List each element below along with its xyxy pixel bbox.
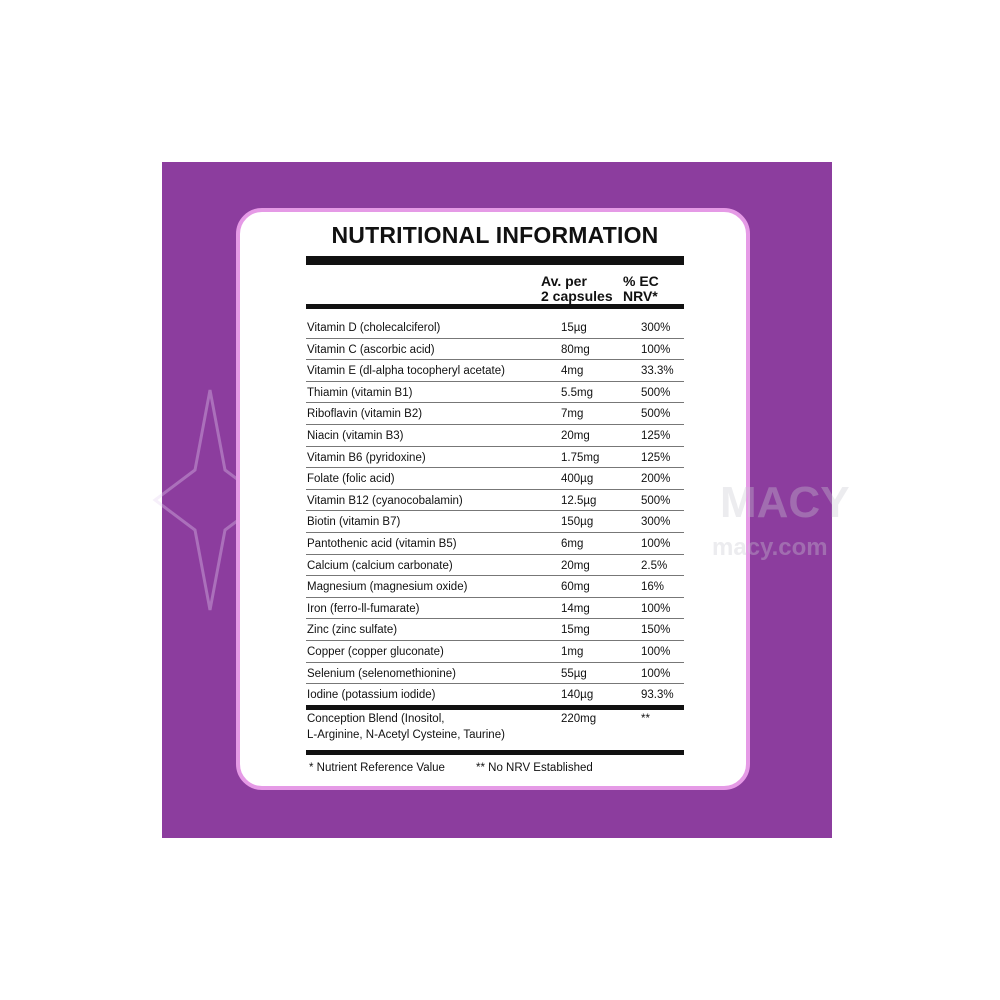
nutrient-nrv: 2.5% — [641, 559, 668, 572]
blend-nrv: ** — [641, 713, 650, 725]
table-row — [306, 555, 684, 577]
nutrient-amount: 15µg — [561, 322, 587, 334]
table-row — [306, 684, 684, 706]
nutrient-nrv: 93.3% — [641, 689, 674, 702]
nutrient-nrv: 125% — [641, 430, 671, 442]
nutrient-name: Vitamin C (ascorbic acid) — [307, 343, 435, 356]
nutrient-nrv: 100% — [641, 667, 671, 680]
table-row — [306, 619, 684, 641]
nutrient-name: Folate (folic acid) — [307, 473, 395, 486]
nutrient-nrv: 100% — [641, 343, 671, 356]
table-row — [306, 425, 684, 447]
table-row — [306, 360, 684, 382]
nutrient-amount: 1.75mg — [561, 451, 600, 464]
nutrient-name: Thiamin (vitamin B1) — [307, 386, 413, 399]
nutrient-name: Vitamin E (dl-alpha tocopheryl acetate) — [307, 365, 505, 378]
nutrient-amount: 140µg — [561, 689, 594, 702]
nutrient-name: Zinc (zinc sulfate) — [307, 624, 398, 637]
nutrient-nrv: 33.3% — [641, 365, 674, 378]
page-title: NUTRITIONAL INFORMATION — [331, 222, 659, 248]
blend-name-line2: L-Arginine, N-Acetyl Cysteine, Taurine) — [307, 729, 505, 741]
nutrient-name: Iron (ferro-ll-fumarate) — [307, 602, 420, 615]
header-per-serving: Av. per 2 capsules — [541, 273, 613, 304]
nutrient-nrv: 300% — [641, 322, 671, 334]
nutrient-amount: 14mg — [561, 602, 590, 615]
nutrient-name: Vitamin B6 (pyridoxine) — [307, 451, 426, 464]
nutrient-amount: 60mg — [561, 581, 590, 594]
nutrient-nrv: 500% — [641, 386, 671, 399]
nutrient-amount: 20mg — [561, 559, 590, 572]
nutrient-amount: 7mg — [561, 408, 584, 421]
nutrient-name: Riboflavin (vitamin B2) — [307, 408, 423, 421]
nutrient-amount: 20mg — [561, 430, 590, 442]
nutrient-nrv: 16% — [641, 581, 665, 594]
nutrient-amount: 5.5mg — [561, 386, 593, 399]
nutrient-amount: 400µg — [561, 473, 594, 486]
table-row — [306, 468, 684, 490]
table-row — [306, 533, 684, 555]
blend-rule — [306, 705, 684, 710]
nutrient-amount: 15mg — [561, 624, 590, 637]
nutrient-name: Magnesium (magnesium oxide) — [307, 581, 468, 594]
nutrient-amount: 1mg — [561, 646, 584, 658]
nutrient-name: Biotin (vitamin B7) — [307, 516, 401, 529]
nutrient-nrv: 150% — [641, 624, 671, 637]
table-row — [306, 641, 684, 663]
table-row — [306, 382, 684, 404]
nutrient-nrv: 500% — [641, 408, 671, 421]
nutrient-nrv: 100% — [641, 538, 671, 550]
nutrient-amount: 12.5µg — [561, 494, 597, 507]
nutrient-amount: 55µg — [561, 667, 587, 680]
bottom-rule — [306, 750, 684, 755]
header-rule — [306, 304, 684, 309]
footnote-no-nrv: ** No NRV Established — [476, 762, 593, 774]
nutrient-nrv: 100% — [641, 602, 671, 615]
blend-name-line1: Conception Blend (Inositol, — [307, 713, 445, 725]
table-row — [306, 317, 684, 339]
nutrient-amount: 4mg — [561, 365, 584, 378]
nutrient-name: Iodine (potassium iodide) — [307, 689, 436, 702]
table-row — [306, 663, 684, 685]
nutrient-nrv: 125% — [641, 451, 671, 464]
nutrient-nrv: 500% — [641, 494, 671, 507]
watermark-text: MACY — [720, 478, 850, 527]
table-row — [306, 598, 684, 620]
footnote-nrv: * Nutrient Reference Value — [309, 762, 445, 774]
table-row — [306, 576, 684, 598]
nutrient-name: Copper (copper gluconate) — [307, 646, 444, 658]
nutrient-nrv: 100% — [641, 646, 671, 658]
nutrient-amount: 80mg — [561, 343, 590, 356]
nutrient-name: Niacin (vitamin B3) — [307, 430, 404, 442]
nutrient-name: Calcium (calcium carbonate) — [307, 559, 453, 572]
table-row — [306, 490, 684, 512]
nutrient-nrv: 200% — [641, 473, 671, 486]
nutrient-name: Pantothenic acid (vitamin B5) — [307, 538, 457, 550]
nutrient-name: Selenium (selenomethionine) — [307, 667, 456, 680]
header-nrv: % EC NRV* — [623, 273, 659, 304]
table-row — [306, 403, 684, 425]
nutrient-amount: 6mg — [561, 538, 584, 550]
table-row — [306, 511, 684, 533]
table-row — [306, 447, 684, 469]
watermark-url: macy.com — [712, 534, 828, 561]
nutrient-nrv: 300% — [641, 516, 671, 529]
nutrient-name: Vitamin D (cholecalciferol) — [307, 322, 441, 334]
top-rule — [306, 256, 684, 265]
blend-amount: 220mg — [561, 713, 597, 725]
nutrient-amount: 150µg — [561, 516, 594, 529]
table-row — [306, 339, 684, 361]
nutrient-name: Vitamin B12 (cyanocobalamin) — [307, 494, 463, 507]
